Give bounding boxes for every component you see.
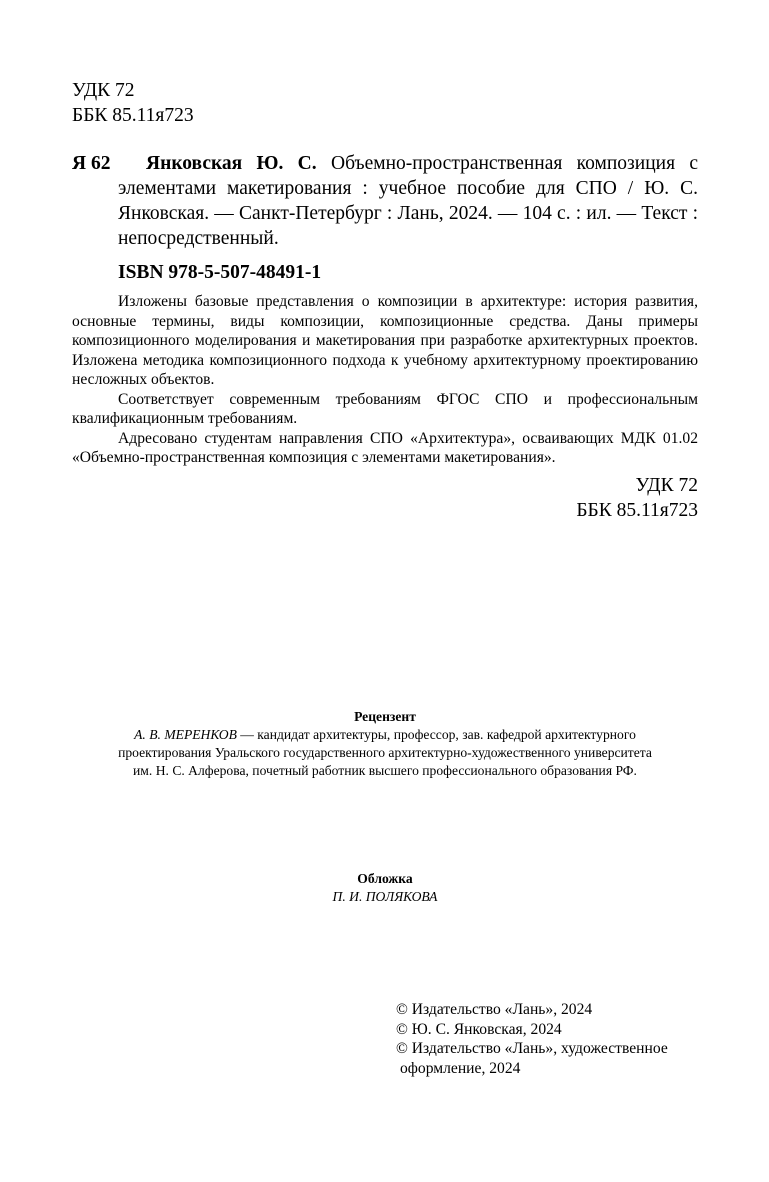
reviewer-credentials: — кандидат архитектуры, профессор, зав. кафедрой архитектурного: [236, 727, 636, 742]
annotation-paragraph: Соответствует современным требованиям ФГОС СПО и профессиональным квалификационным требованиям.: [72, 390, 698, 427]
bbk-code: ББК 85.11я723: [72, 105, 194, 126]
classification-codes-bottom: [576, 473, 698, 523]
author-name: Янковская Ю. С.: [146, 153, 317, 174]
copyright-line: © Ю. С. Янковская, 2024: [396, 1020, 562, 1038]
annotation: [72, 292, 698, 468]
annotation-paragraph: Адресовано студентам направления СПО «Архитектура», осваивающих МДК 01.02 «Объемно-пространственная композиция с элементами макетирования».: [72, 429, 698, 466]
cover-credit: [60, 870, 710, 906]
reviewer-line: им. Н. С. Алферова, почетный работник высшего профессионального образования РФ.: [133, 763, 637, 778]
udk-code: УДК 72: [72, 80, 135, 101]
copyright-line: оформление, 2024: [400, 1059, 521, 1077]
reviewer-heading: Рецензент: [354, 709, 416, 724]
reviewer-name: А. В. МЕРЕНКОВ: [134, 727, 237, 742]
bibliographic-record: [72, 151, 698, 251]
udk-code: УДК 72: [635, 475, 698, 496]
reviewer-line: проектирования Уральского государственного архитектурно-художественного университета: [118, 745, 652, 760]
isbn: ISBN 978-5-507-48491-1: [118, 262, 322, 283]
bibliographic-description: [118, 151, 698, 251]
reviewer-line: [60, 726, 710, 744]
annotation-paragraph: Изложены базовые представления о композиции в архитектуре: история развития, основные термины, виды композиции, композиционные средства. Даны примеры композиционного моделирования и макетирования при разработке архитектурных проектов. Изложена методика композиционного подхода к учебному архитектурному проектированию несложных объектов.: [72, 293, 698, 388]
cover-heading: Обложка: [357, 871, 413, 886]
copyright-line: © Издательство «Лань», 2024: [396, 1001, 593, 1018]
bbk-code: ББК 85.11я723: [576, 500, 698, 521]
cover-designer-name: П. И. ПОЛЯКОВА: [332, 889, 438, 904]
copyright-line: © Издательство «Лань», художественное: [396, 1040, 668, 1057]
classification-codes-top: [72, 78, 194, 128]
copyright-block: [396, 1000, 668, 1078]
reviewer-block: [60, 708, 710, 780]
author-sign: Я 62: [72, 153, 111, 174]
title-description: Объемно-пространственная композиция с элементами макетирования : учебное пособие для СПО / Ю. С. Янковская. — Санкт-Петербург : Лань, 2024. — 104 с. : ил. — Текст : непосредственный.: [118, 153, 699, 249]
